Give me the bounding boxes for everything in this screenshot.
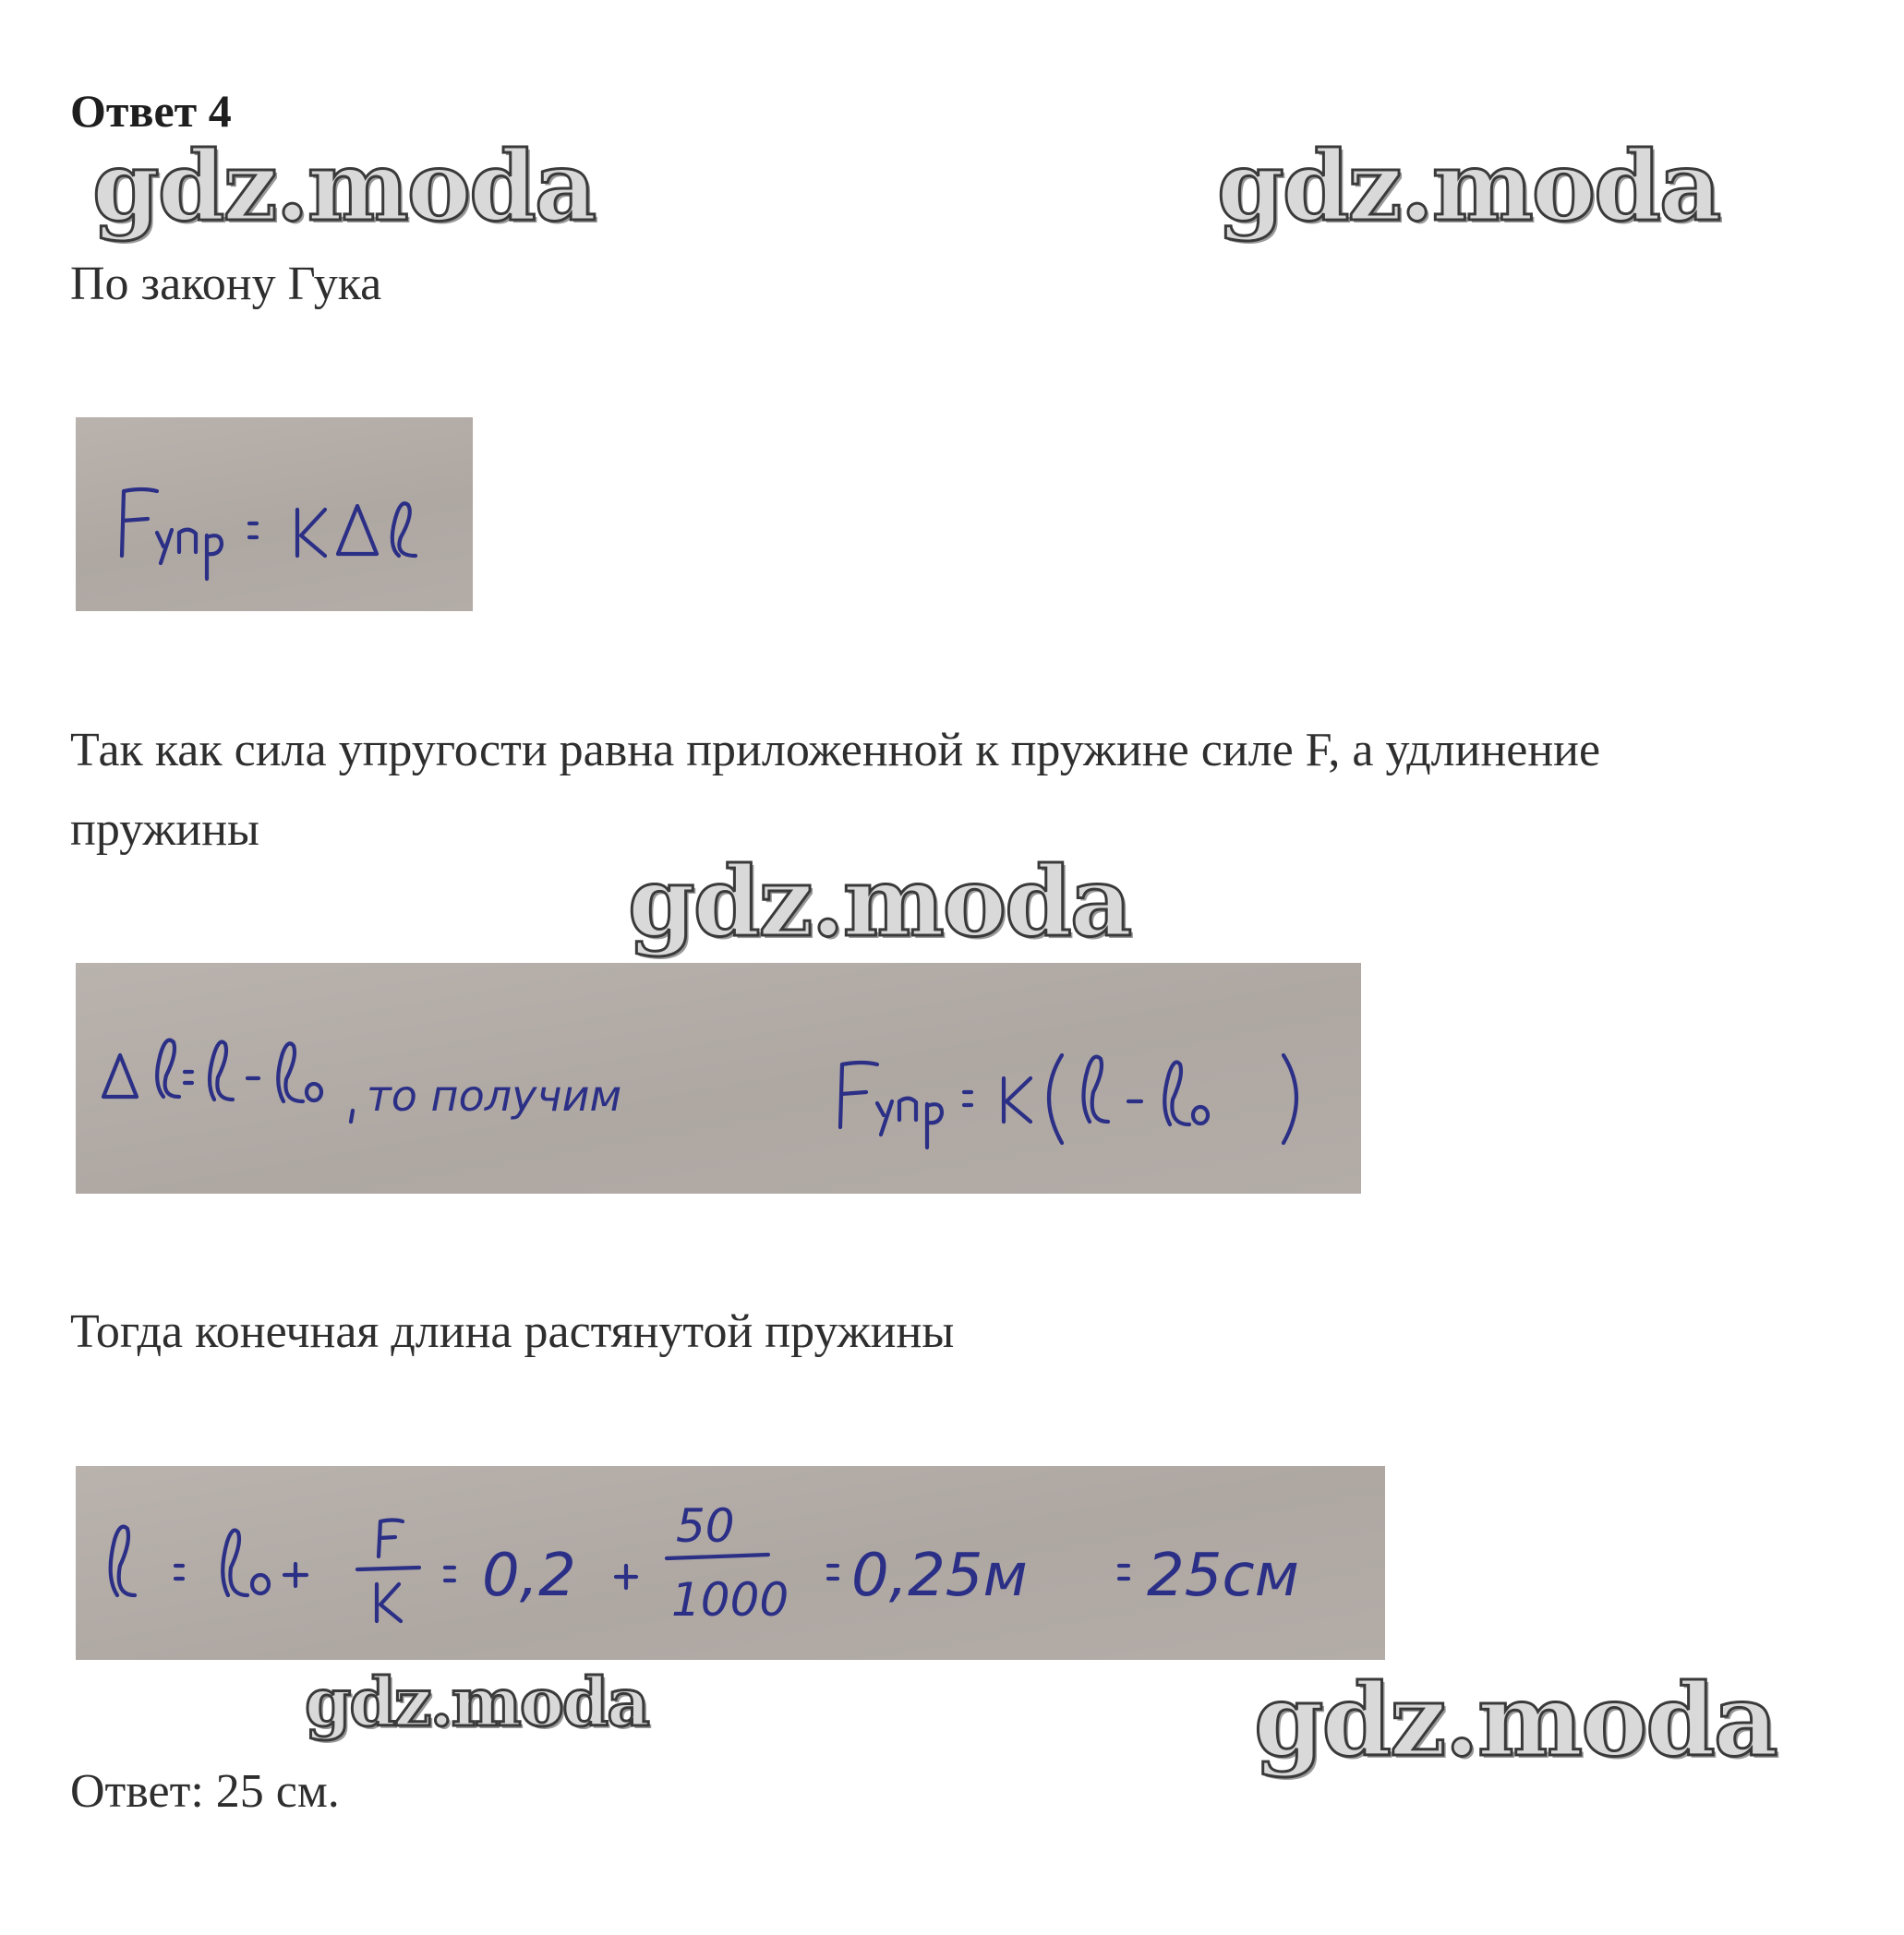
handwritten-formula-1 bbox=[76, 417, 473, 611]
formula-2-drawing bbox=[76, 963, 1361, 1194]
watermark-middle: gdz.moda bbox=[628, 845, 1131, 958]
answer-heading: Ответ 4 bbox=[70, 85, 232, 137]
watermark-bottom-left: gdz.moda bbox=[305, 1663, 648, 1741]
svg-text:25см: 25см bbox=[1147, 1542, 1299, 1610]
svg-text:0,25м: 0,25м bbox=[851, 1542, 1028, 1610]
elastic-force-line-2: пружины bbox=[70, 803, 259, 856]
final-answer: Ответ: 25 см. bbox=[70, 1765, 340, 1818]
elastic-force-line-1: Так как сила упругости равна приложенной к пружине силе F, а удлинение bbox=[70, 724, 1601, 776]
handwritten-formula-2 bbox=[76, 963, 1361, 1194]
formula-3-drawing bbox=[76, 1466, 1385, 1660]
svg-text:то получим: то получим bbox=[367, 1071, 622, 1121]
handwritten-formula-3 bbox=[76, 1466, 1385, 1660]
hooke-law-text: По закону Гука bbox=[70, 258, 382, 310]
svg-text:1000: 1000 bbox=[671, 1573, 789, 1627]
watermark-top-right: gdz.moda bbox=[1217, 129, 1720, 243]
svg-text:0,2: 0,2 bbox=[482, 1542, 576, 1610]
final-length-text: Тогда конечная длина растянутой пружины bbox=[70, 1305, 955, 1358]
svg-text:50: 50 bbox=[676, 1499, 735, 1553]
watermark-bottom-right: gdz.moda bbox=[1254, 1663, 1777, 1779]
watermark-top-left: gdz.moda bbox=[92, 129, 596, 243]
formula-1-drawing bbox=[76, 417, 473, 611]
